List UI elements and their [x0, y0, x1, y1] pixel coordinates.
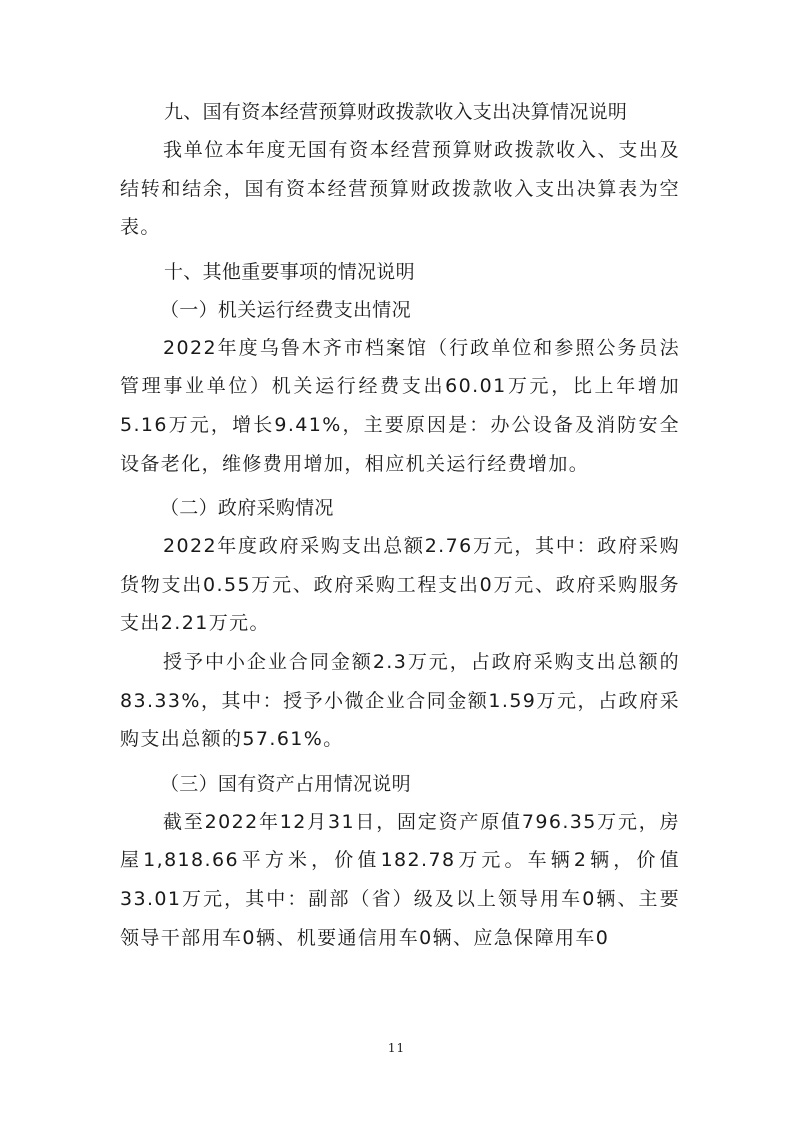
subsection-2-paragraph-2: 授予中小企业合同金额2.3万元，占政府采购支出总额的83.33%，其中：授予小微企业合同金额1.59万元，占政府采购支出总额的57.61%。: [120, 650, 680, 751]
subsection-2-paragraph-1: 2022年度政府采购支出总额2.76万元，其中：政府采购货物支出0.55万元、政府采购工程支出0万元、政府采购服务支出2.21万元。: [120, 535, 680, 635]
section-9-paragraph: 我单位本年度无国有资本经营预算财政拨款收入、支出及结转和结余，国有资本经营预算财政拨款收入支出决算表为空表。: [120, 139, 680, 239]
subsection-1-paragraph: 2022年度乌鲁木齐市档案馆（行政单位和参照公务员法管理事业单位）机关运行经费支出60.01万元，比上年增加5.16万元，增长9.41%，主要原因是：办公设备及消防安全设备老化，维修费用增加，相应机关运行经费增加。: [120, 336, 680, 475]
section-9-heading: 九、国有资本经营预算财政拨款收入支出决算情况说明: [164, 101, 628, 123]
page-content: [120, 100, 680, 957]
subsection-2-heading: （二）政府采购情况: [160, 497, 334, 520]
subsection-3-paragraph: 截至2022年12月31日，固定资产原值796.35万元，房屋1,818.66平方米，价值182.78万元。车辆2辆，价值33.01万元，其中：副部（省）级及以上领导用车0辆、主要领导干部用车0辆、机要通信用车0辆、应急保障用车0: [120, 810, 680, 949]
page-number: 11: [387, 1041, 406, 1055]
section-10-heading: 十、其他重要事项的情况说明: [164, 260, 415, 283]
subsection-1-heading: （一）机关运行经费支出情况: [160, 298, 411, 321]
subsection-3-heading: （三）国有资产占用情况说明: [160, 772, 411, 795]
